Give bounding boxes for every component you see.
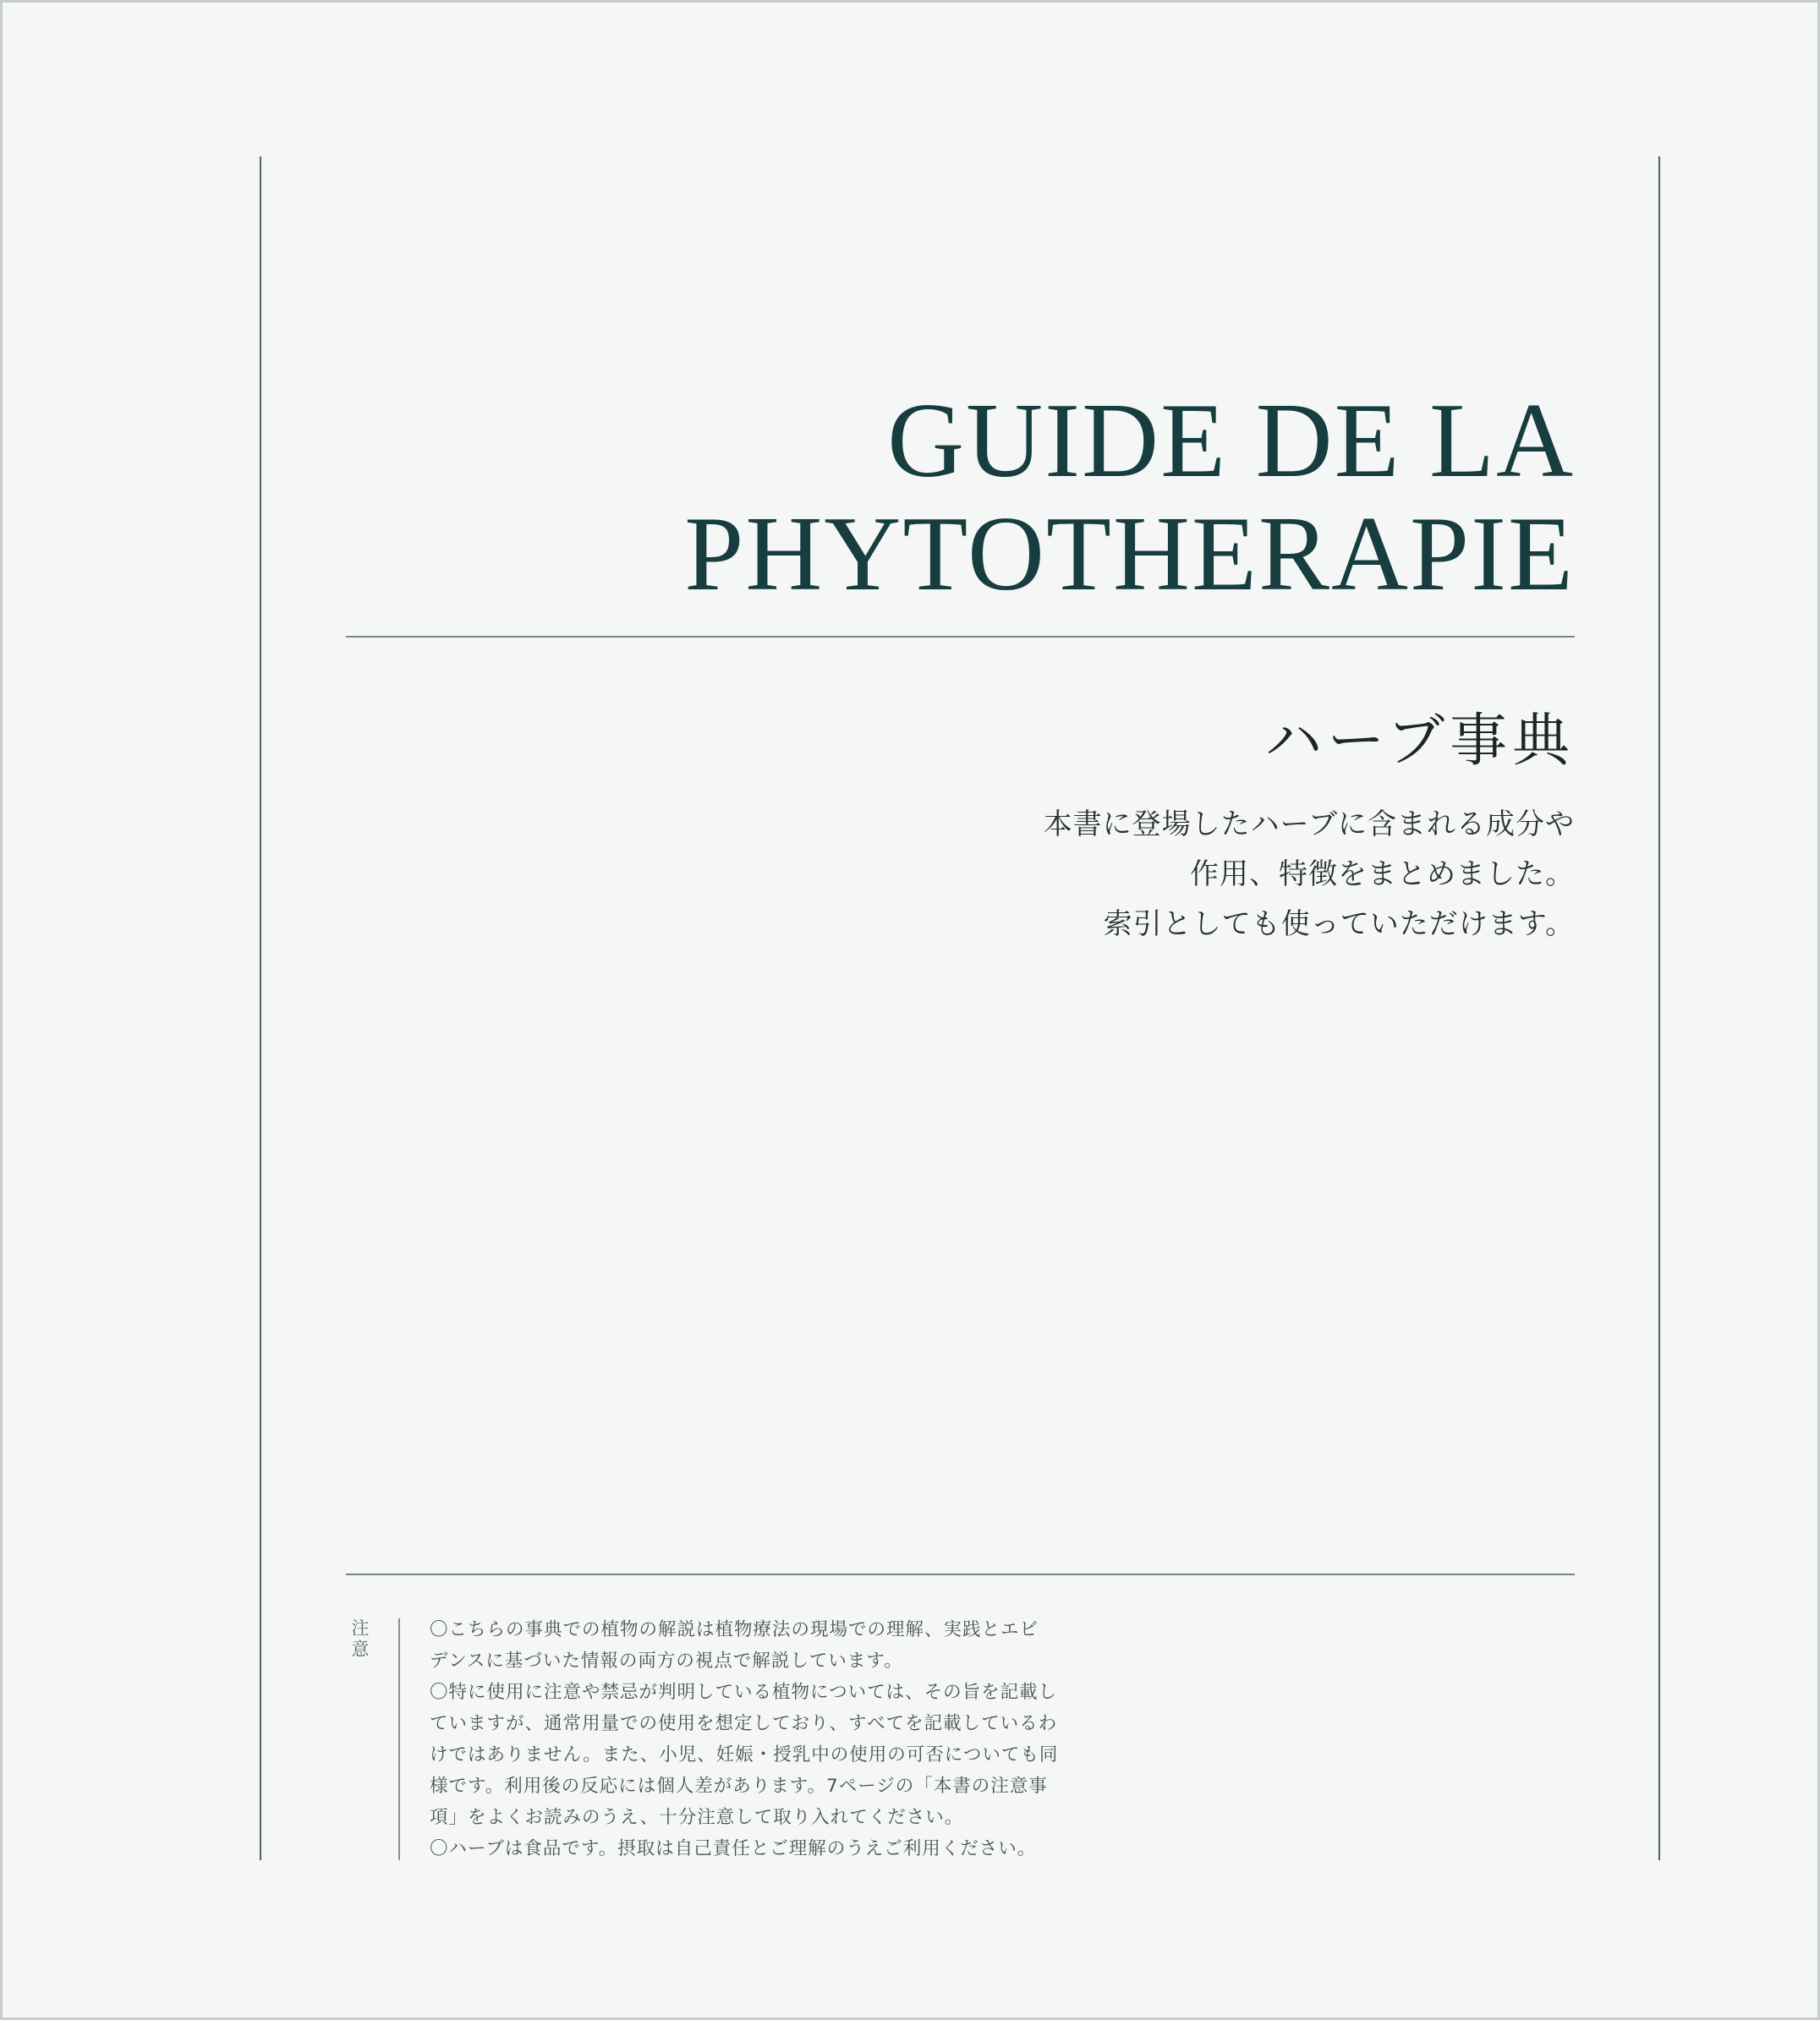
subtitle: ハーブ事典 [1264,708,1575,775]
left-margin-rule [260,156,261,1015]
left-margin-rule-lower [260,1015,261,1860]
intro-line: 本書に登場したハーブに含まれる成分や [1043,807,1575,841]
notes-divider [346,1574,1575,1575]
note-line: 〇こちらの事典での植物の解説は植物療法の現場での理解、実践とエビ [430,1619,1039,1640]
title-line-1: GUIDE DE LA [887,382,1575,500]
intro-line: 索引としても使っていただけます。 [1103,907,1575,941]
notes-text [430,1614,1072,1864]
title-divider [346,636,1575,638]
note-line: ていますが、通常用量での使用を想定しており、すべてを記載しているわ [430,1713,1058,1734]
note-line: 項」をよくお読みのうえ、十分注意して取り入れてください。 [430,1807,964,1828]
right-margin-rule [1658,156,1660,1015]
intro-line: 作用、特徴をまとめました。 [1190,857,1575,891]
note-line: けではありません。また、小児、妊娠・授乳中の使用の可否についても同 [430,1744,1059,1765]
notes-bar [398,1618,400,1860]
note-line: 様です。利用後の反応には個人差があります。7ページの「本書の注意事 [430,1776,1048,1797]
page-title [475,382,1575,613]
note-line: 〇ハーブは食品です。摂取は自己責任とご理解のうえご利用ください。 [430,1838,1037,1859]
notes-label: 注意 [349,1618,370,1661]
note-line: デンスに基づいた情報の両方の視点で解説しています。 [430,1650,903,1672]
intro-text [814,800,1575,950]
title-line-2: PHYTOTHERAPIE [684,495,1575,613]
right-margin-rule-lower [1658,1015,1660,1860]
note-line: 〇特に使用に注意や禁忌が判明している植物については、その旨を記載し [430,1682,1058,1703]
